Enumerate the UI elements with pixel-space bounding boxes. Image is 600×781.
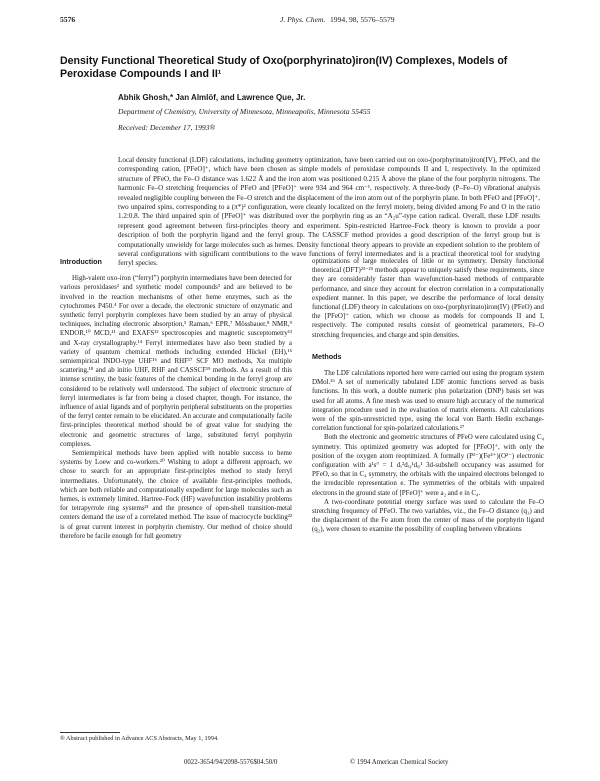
received-date: Received: December 17, 1993® (118, 123, 216, 132)
footnote-rule (60, 732, 120, 733)
body-paragraph: The LDF calculations reported here were carried out using the program system DMol.²⁶ A set of numerically tabulated LDF atomic functions served as basis functions. In this work, a double numeric plus polarization (DNP) basis set was used for all atoms. A fine mesh was used to ensure high accuracy of the numerical integration procedure used in the evaluation of matrix elements. All calculations were of the spin-unrestricted type, using the local von Barth Hedin exchange-correlation functional for spin-polarized calculations.²⁷ (312, 369, 544, 433)
page-number: 5576 (60, 15, 76, 24)
right-column (312, 257, 544, 535)
article-title: Density Functional Theoretical Study of Oxo(porphyrinato)iron(IV) Complexes, Models of Peroxidase Compounds I and II¹ (60, 55, 508, 80)
footnote: ® Abstract published in Advance ACS Abstracts, May 1, 1994. (60, 735, 219, 742)
journal-name: J. Phys. Chem. (280, 15, 326, 24)
abstract: Local density functional (LDF) calculations, including geometry optimization, have been carried out on oxo-(porphyrinato)iron(IV), PFeO, and the corresponding cation, [PFeO]⁺, which have been chosen as simple models of peroxidase compounds II and I, respectively. In the optimized structure of PFeO, the Fe–O distance was 1.622 Å and the iron atom was positioned 0.215 Å above the plane of the four porphyrin nitrogens. The harmonic Fe–O stretching frequencies of PFeO and [PFeO]⁺ were 934 and 964 cm⁻¹, respectively. A three-body (P–Fe–O) vibrational analysis revealed negligible coupling between the Fe–O stretch and the displacement of the iron atom out of the porphyrin plane. In both PFeO and [PFeO]⁺, two unpaired spins, corresponding to a (π*)² configuration, were cleanly localized on the ferryl moiety, being divided among Fe and O in the ratio 1.2:0.8. The third unpaired spin of [PFeO]⁺ was distributed over the porphyrin ring as an “A₂u”-type cation radical. Overall, these LDF results represent good agreement between first-principles theory and experiment. Spin-restricted Hartree–Fock theory is known to provide a poor description of both the porphyrin ligand and the ferryl group. The CASSCF method provides a good description of the ferryl group but is computationally unwieldy for large molecules such as hemes. Density functional theory appears to provide an expedient solution to the problem of several configurations with significant contributions to the wave functions of ferryl intermediates and is a practical theoretical tool for studying ferryl species. (118, 156, 540, 268)
body-paragraph: Both the electronic and geometric structures of PFeO were calculated using C₄ symmetry. This optimized geometry was adopted for [PFeO]⁺, with only the position of the oxygen atom reoptimized. A formally (P²⁻)(Fe⁴⁺)(O²⁻) electronic configuration with a¹s° = 1 dₓ²dₓᵧ¹dᵧᵣ¹ 3d-subshell occupancy was assumed for PFeO, so that in C₄ symmetry, the orbitals with the unpaired electrons belonged to the irreducible representation e. The symmetries of the orbitals with unpaired electrons in the ground state of [PFeO]⁺ were a₂ and e in C₄. (312, 433, 544, 497)
body-paragraph: optimizations of large molecules of little or no symmetry. Density functional theoretical (DFT)²³⁻²⁵ methods appear to uniquely satisfy these requirements, since they are considerably faster than wavefunction-based methods of comparable performance, and since they account for electron correlation in a computationally expedient manner. In this paper, we describe the performance of local density functional (LDF) theory in calculations on oxo-(porphyrinato)iron(IV) (PFeO) and the [PFeO]⁺ cation, which we choose as models for compounds II and I, respectively. The computed results consist of geometrical parameters, Fe–O stretching frequencies, and charge and spin densities. (312, 257, 544, 339)
article-authors: Abhik Ghosh,* Jan Almlöf, and Lawrence Que, Jr. (118, 93, 306, 102)
body-paragraph: High-valent oxo-iron (“ferryl”) porphyrin intermediates have been detected for various peroxidases² and synthetic model compounds³ and are believed to be involved in the reaction mechanisms of other heme enzymes, such as the cytochromes P450.⁴ For over a decade, the electronic structure of enzymatic and synthetic ferryl porphyrin complexes have been studied by an array of physical techniques, including electronic absorption,⁵ Raman,⁶ EPR,⁷ Mössbauer,⁸ NMR,⁹ ENDOR,¹⁰ MCD,¹¹ and EXAFS¹² spectroscopies and magnetic susceptometry¹³ and X-ray crystallography.¹⁴ Ferryl intermediates have also been studied by a variety of quantum chemical methods including extended Hückel (EH),¹⁵ semiempirical INDO-type UHF¹⁶ and RHF¹⁷ SCF MO methods, Xα multiple scattering,¹⁸ and ab initio UHF, RHF and CASSCF¹⁹ methods. As a result of this intense scrutiny, the basic features of the chemical bonding in the ferryl group are considered to be relatively well understood. The subject of electronic structure of ferryl intermediates is far from being a closed chapter, though. For instance, the influence of axial ligands and of porphyrin peripheral substituents on the properties of the ferryl center remain to be elucidated. An accurate and computationally facile first-principles theoretical method should be of great value for studying the electronic and geometric structures of large, substituted ferryl porphyrin complexes. (60, 274, 292, 448)
methods-heading: Methods (312, 351, 342, 361)
body-paragraph: Semiempirical methods have been applied with notable success to heme systems by Loew and co-workers.²⁰ Wishing to adopt a different approach, we chose to search for an appropriate first-principles method to study ferryl intermediates. Unfortunately, the choice of available first-principles methods, which are both reliable and computationally expedient for large molecules such as hemes, is extremely limited. Hartree–Fock (HF) wavefunction instability problems for tetrapyrrole ring systems²¹ and the presence of open-shell transition-metal centers demand the use of a correlated method. The issue of macrocycle buckling²² is of great current interest in porphyrin chemistry. Our method of choice should therefore be facile enough for full geometry (60, 449, 292, 540)
article-code: 0022-3654/94/2098-5576$04.50/0 (184, 759, 278, 766)
running-header (60, 14, 550, 26)
introduction-heading: Introduction (60, 257, 102, 266)
journal-volume: 1994, 98, 5576–5579 (330, 15, 395, 24)
body-paragraph: A two-coordinate potential energy surface was used to calculate the Fe–O stretching frequency of PFeO. The two variables, viz., the Fe–O distance (q₁) and the displacement of the Fe atom from the center of mass of the porphyrin ligand (q₂), were chosen to examine the possibility of coupling between vibrations (312, 497, 544, 534)
left-column (60, 257, 292, 541)
author-affiliation: Department of Chemistry, University of Minnesota, Minneapolis, Minnesota 55455 (118, 107, 371, 116)
copyright-notice: © 1994 American Chemical Society (350, 759, 449, 766)
